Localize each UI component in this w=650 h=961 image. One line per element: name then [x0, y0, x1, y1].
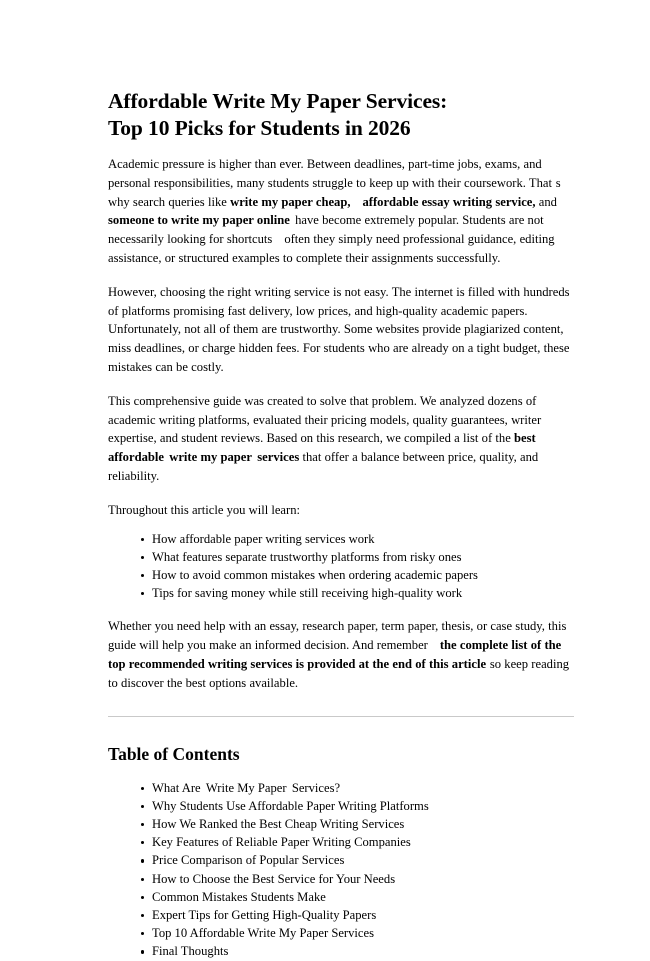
toc-item[interactable] [141, 797, 573, 815]
toc-item-label: How We Ranked the Best Cheap Writing Services [152, 816, 405, 831]
closing-emphasis: the complete list of the top recommended writing services is provided at the end of this article [108, 638, 562, 671]
toc-item[interactable] [141, 888, 573, 906]
toc-item-label: Key Features of Reliable Paper Writing Companies [152, 835, 411, 850]
guide-text-1: This comprehensive guide was created to solve that problem. We analyzed dozens of academic writing platforms, evaluated their pricing models, quality guarantees, writer expertise, and student reviews. Based on this research, we compiled a list of the [108, 393, 542, 446]
toc-item-quoted: Write My Paper [205, 780, 287, 795]
list-item: How affordable paper writing services work [141, 530, 573, 548]
closing-paragraph [108, 617, 573, 692]
toc-item-label: Why Students Use Affordable Paper Writing Platforms [152, 798, 429, 813]
toc-item[interactable] [141, 833, 573, 851]
toc-item-label: How to Choose the Best Service for Your Needs [152, 871, 396, 886]
guide-paragraph [108, 392, 573, 486]
intro-text-2: s why search queries like [108, 175, 561, 209]
guide-keyword-3: services [257, 450, 300, 465]
choosing-paragraph: However, choosing the right writing service is not easy. The internet is filled with hundreds of platforms promising fast delivery, low prices, and high-quality academic papers. Unfortunately, not all of them are trustworthy. Some websites provide plagiarized content, miss deadlines, or charge hidden fees. For students who are already on a tight budget, these mistakes can be costly. [108, 284, 570, 374]
intro-text-5: often they simply need professional guidance, editing assistance, or structured examples to complete their assignments successfully. [108, 232, 555, 265]
learn-list-lead-in: Throughout this article you will learn: [108, 502, 301, 517]
guide-keyword-2: write my paper [169, 450, 252, 465]
table-of-contents-list [108, 779, 573, 961]
page-title [108, 88, 528, 141]
list-item: What features separate trustworthy platforms from risky ones [141, 548, 573, 566]
toc-item[interactable] [141, 870, 573, 888]
toc-item[interactable] [141, 815, 573, 833]
toc-item-label: What Are [152, 780, 201, 795]
toc-item[interactable] [141, 851, 573, 869]
toc-item[interactable] [141, 779, 573, 797]
intro-keyword-2: affordable essay writing service, [362, 194, 536, 209]
learn-list [108, 530, 573, 603]
closing-text-1: Whether you need help with an essay, research paper, term paper, thesis, or case study, this guide will help you make an informed decision. And remember [108, 619, 567, 653]
guide-text-2: that offer a balance between price, quality, and reliability. [108, 450, 539, 483]
toc-item[interactable] [141, 924, 573, 942]
section-divider [108, 716, 574, 717]
page-title-line-1: Affordable Write My Paper Services: [108, 89, 448, 113]
list-item: Tips for saving money while still receiving high-quality work [141, 584, 573, 602]
toc-item-label: Top 10 Affordable Write My Paper Services [152, 926, 374, 941]
toc-item-label: Price Comparison of Popular Services [152, 853, 345, 868]
list-item: How to avoid common mistakes when ordering academic papers [141, 566, 573, 584]
guide-keyword-1: best affordable [108, 431, 536, 465]
intro-text-1: Academic pressure is higher than ever. Between deadlines, part-time jobs, exams, and personal responsibilities, many students struggle to keep up with their coursework. That [108, 157, 553, 190]
table-of-contents-heading: Table of Contents [108, 743, 240, 764]
page-title-line-2: Top 10 Picks for Students in 2026 [108, 115, 411, 140]
toc-item-label: Expert Tips for Getting High-Quality Papers [152, 907, 377, 922]
toc-item[interactable] [141, 906, 573, 924]
intro-keyword-1: write my paper cheap, [230, 194, 351, 209]
intro-text-3: and [538, 194, 557, 209]
intro-keyword-3: someone to write my paper online [108, 213, 290, 228]
toc-item-suffix: Services? [291, 780, 341, 795]
closing-text-2: so keep reading to discover the best options available. [108, 656, 570, 690]
toc-item[interactable] [141, 942, 573, 960]
intro-text-4: have become extremely popular. Students are not necessarily looking for shortcuts [108, 213, 544, 247]
toc-item-label: Common Mistakes Students Make [152, 889, 326, 904]
toc-item-label: Final Thoughts [152, 944, 229, 959]
intro-paragraph [108, 155, 573, 268]
